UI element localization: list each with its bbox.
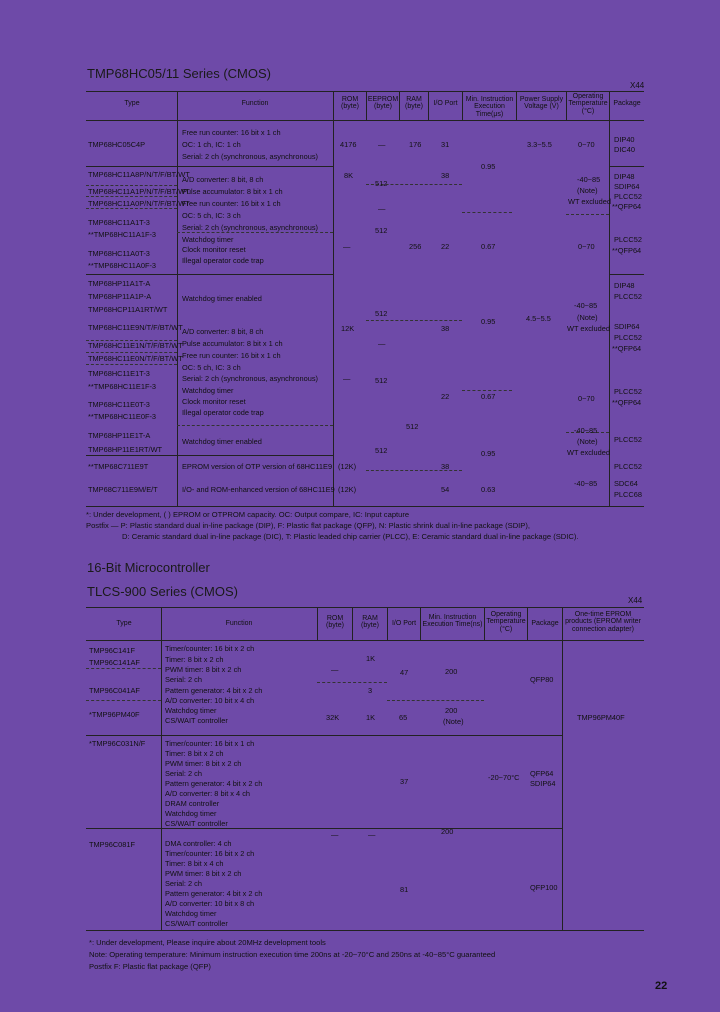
ram-cell: 256 [409, 242, 422, 251]
function-line: Serial: 2 ch (synchronous, asynchronous) [182, 223, 318, 232]
function-line: Free run counter: 16 bit x 1 ch [182, 128, 281, 137]
otp-cell: TMP96PM40F [577, 713, 625, 722]
type-cell: *TMP96PM40F [89, 710, 140, 719]
type-cell: TMP96C141F [89, 646, 136, 655]
type-cell: *TMP96C031N/F [89, 739, 146, 748]
package-cell: PLCC52 [614, 462, 642, 471]
table2-note: *: Under development, Please inquire about 20MHz development tools [89, 938, 326, 947]
function-line: PWM timer: 8 bit x 2 ch [165, 869, 242, 878]
function-line: Pattern generator: 4 bit x 2 ch [165, 889, 263, 898]
type-cell: TMP68HP11E1RT/WT [88, 445, 163, 454]
temp-cell: 0~70 [578, 394, 595, 403]
col-header-io: I/O Port [391, 620, 417, 627]
function-line: OC: 5 ch, IC: 3 ch [182, 211, 241, 220]
package-cell: **QFP64 [612, 344, 642, 353]
function-line: Illegal operator code trap [182, 256, 264, 265]
col-header-type: Type [124, 100, 140, 107]
type-cell: TMP68HP11E1T-A [88, 431, 151, 440]
type-cell: TMP68HC11E9N/T/F/BT/WT [88, 323, 183, 332]
exec-cell: 200 [441, 827, 454, 836]
temp-cell: (Note) [577, 186, 598, 195]
col-header-temp: Operating Temperature (°C) [486, 611, 526, 633]
function-line: Timer/counter: 16 bit x 1 ch [165, 739, 255, 748]
function-line: A/D converter: 8 bit, 8 ch [182, 327, 264, 336]
temp-cell: WT excluded [567, 324, 610, 333]
function-line: Watchdog timer [165, 909, 217, 918]
function-line: Timer: 8 bit x 2 ch [165, 749, 224, 758]
package-cell: SDIP64 [614, 182, 640, 191]
ram-cell: 176 [409, 140, 422, 149]
exec-cell: 0.95 [481, 449, 496, 458]
io-cell: 38 [441, 324, 450, 333]
io-cell: 38 [441, 171, 450, 180]
type-cell: TMP68C711E9M/E/T [88, 485, 158, 494]
exec-cell: 0.95 [481, 162, 496, 171]
function-line: CS/WAIT controller [165, 716, 228, 725]
col-header-function: Function [241, 100, 269, 107]
table2-note: Note: Operating temperature: Minimum instruction execution time 200ns at -20~70°C and 250ns at -40~85°C guaranteed [89, 950, 496, 959]
type-cell: TMP68HC05C4P [88, 140, 146, 149]
type-cell: TMP68HC11E1N/T/F/BT/WT [88, 341, 183, 350]
function-line: Timer/counter: 16 bit x 2 ch [165, 644, 255, 653]
table1-note: *: Under development, ( ) EPROM or OTPROM capacity. OC: Output compare, IC: Input capture [86, 510, 410, 519]
ram-cell: 1K [366, 654, 376, 663]
package-cell: PLCC68 [614, 490, 642, 499]
col-header-function: Function [225, 620, 253, 627]
io-cell: 65 [399, 713, 408, 722]
rom-cell: — [343, 242, 351, 251]
eeprom-cell: 512 [375, 179, 388, 188]
function-line: Serial: 2 ch [165, 675, 202, 684]
function-line: OC: 5 ch, IC: 3 ch [182, 363, 241, 372]
package-cell: PLCC52 [614, 435, 642, 444]
col-header-otp: One-time EPROM products (EPROM writer connection adapter) [565, 611, 641, 633]
function-line: Serial: 2 ch [165, 769, 202, 778]
temp-cell: (Note) [577, 313, 598, 322]
eeprom-cell: — [378, 339, 386, 348]
page-number: 22 [655, 980, 668, 992]
col-header-exec: Min. Instruction Execution Time(μs) [465, 96, 514, 118]
temp-cell: -40~85 [574, 301, 598, 310]
type-cell: TMP96C141AF [89, 658, 140, 667]
rom-cell: — [343, 374, 351, 383]
package-cell: QFP80 [530, 675, 554, 684]
temp-cell: -40~85 [577, 175, 601, 184]
function-line: Clock monitor reset [182, 397, 246, 406]
ram-cell: 512 [406, 422, 419, 431]
function-line: OC: 1 ch, IC: 1 ch [182, 140, 241, 149]
package-cell: PLCC52 [614, 387, 642, 396]
package-cell: DIP48 [614, 172, 635, 181]
table1-title: TMP68HC05/11 Series (CMOS) [87, 66, 271, 81]
function-line: DRAM controller [165, 799, 220, 808]
io-cell: 22 [441, 242, 450, 251]
temp-cell: 0~70 [578, 140, 595, 149]
col-header-package: Package [531, 620, 559, 627]
temp-cell: (Note) [577, 437, 598, 446]
function-line: Free run counter: 16 bit x 1 ch [182, 351, 281, 360]
type-cell: TMP96C041AF [89, 686, 140, 695]
table1-note: D: Ceramic standard dual in-line package (DIC), T: Plastic leaded chip carrier (PLCC), E: Ceramic standard dual in-line package (SDIC). [122, 532, 579, 541]
rom-cell: 12K [341, 324, 355, 333]
rom-cell: 32K [326, 713, 340, 722]
table1-scale: X44 [630, 81, 645, 90]
col-header-package: Package [613, 100, 641, 107]
eeprom-cell: 512 [375, 376, 388, 385]
table1-note: Postfix — P: Plastic standard dual in-line package (DIP), F: Plastic flat package (QFP), N: Plastic shrink dual in-line package (SDIP), [86, 521, 530, 530]
type-cell: TMP68HP11A1T-A [88, 279, 151, 288]
function-line: PWM timer: 8 bit x 2 ch [165, 759, 242, 768]
type-cell: **TMP68HC11A0F-3 [88, 261, 157, 270]
package-cell: QFP64 [530, 769, 554, 778]
io-cell: 38 [441, 462, 450, 471]
package-cell: DIC40 [614, 145, 635, 154]
package-cell: QFP100 [530, 883, 558, 892]
rom-cell: (12K) [338, 462, 357, 471]
function-line: Timer: 8 bit x 4 ch [165, 859, 224, 868]
exec-cell: 200 [445, 706, 458, 715]
function-line: Pulse accumulator: 8 bit x 1 ch [182, 339, 283, 348]
function-line: A/D converter: 8 bit, 8 ch [182, 175, 264, 184]
exec-cell: 0.95 [481, 317, 496, 326]
function-line: Pulse accumulator: 8 bit x 1 ch [182, 187, 283, 196]
type-cell: TMP68HC11A1T-3 [88, 218, 150, 227]
io-cell: 31 [441, 140, 450, 149]
type-cell: **TMP68HC11E0F-3 [88, 412, 157, 421]
col-header-temp: Operating Temperature (°C) [568, 93, 608, 115]
function-line: PWM timer: 8 bit x 2 ch [165, 665, 242, 674]
rom-cell: 8K [344, 171, 354, 180]
function-line: Free run counter: 16 bit x 1 ch [182, 199, 281, 208]
ram-cell: 3 [368, 686, 373, 695]
eeprom-cell: 512 [375, 226, 388, 235]
function-line: Serial: 2 ch [165, 879, 202, 888]
col-header-rom: ROM (byte) [326, 615, 344, 630]
io-cell: 47 [400, 668, 409, 677]
type-cell: TMP68HP11A1P-A [88, 292, 152, 301]
io-cell: 54 [441, 485, 450, 494]
function-line: Serial: 2 ch (synchronous, asynchronous) [182, 152, 318, 161]
temp-cell: 0~70 [578, 242, 595, 251]
table2-note: Postfix F: Plastic flat package (QFP) [89, 962, 211, 971]
eeprom-cell: 512 [375, 446, 388, 455]
exec-cell: 0.67 [481, 242, 496, 251]
exec-cell: 200 [445, 667, 458, 676]
function-line: Timer: 8 bit x 2 ch [165, 655, 224, 664]
function-line: Clock monitor reset [182, 245, 246, 254]
rom-cell: — [331, 830, 339, 839]
eeprom-cell: — [378, 140, 386, 149]
table2-title: TLCS-900 Series (CMOS) [87, 584, 238, 599]
function-line: Serial: 2 ch (synchronous, asynchronous) [182, 374, 318, 383]
package-cell: DIP40 [614, 135, 635, 144]
type-cell: TMP68HC11A8P/N/T/F/BT/WT [88, 170, 190, 179]
function-line: Watchdog timer enabled [182, 437, 262, 446]
function-line: Watchdog timer enabled [182, 294, 262, 303]
eeprom-cell: — [378, 204, 386, 213]
temp-cell: -40~85 [574, 426, 598, 435]
package-cell: PLCC52 [614, 235, 642, 244]
ram-cell: 1K [366, 713, 376, 722]
eeprom-cell: 512 [375, 309, 388, 318]
temp-cell: -20~70°C [488, 773, 520, 782]
col-header-ram: RAM (byte) [361, 615, 379, 630]
function-line: DMA controller: 4 ch [165, 839, 232, 848]
function-line: I/O- and ROM-enhanced version of 68HC11E9 [182, 485, 335, 494]
type-cell: TMP68HC11E0N/T/F/BT/WT [88, 354, 183, 363]
table2-scale: X44 [628, 596, 643, 605]
exec-cell: 0.63 [481, 485, 496, 494]
col-header-type: Type [116, 620, 132, 627]
io-cell: 81 [400, 885, 409, 894]
function-line: CS/WAIT controller [165, 919, 228, 928]
package-cell: **QFP64 [612, 246, 642, 255]
type-cell: TMP68HC11E1T-3 [88, 369, 150, 378]
ram-cell: — [368, 830, 376, 839]
type-cell: TMP68HC11E0T-3 [88, 400, 150, 409]
type-cell: TMP68HC11A0P/N/T/F/BT/WT [88, 199, 190, 208]
function-line: EPROM version of OTP version of 68HC11E9 [182, 462, 333, 471]
function-line: Illegal operator code trap [182, 408, 264, 417]
function-line: CS/WAIT controller [165, 819, 228, 828]
col-header-exec: Min. Instruction Execution Time(ns) [422, 614, 483, 629]
exec-cell: 0.67 [481, 392, 496, 401]
function-line: A/D converter: 8 bit x 4 ch [165, 789, 251, 798]
temp-cell: WT excluded [567, 448, 610, 457]
package-cell: SDC64 [614, 479, 638, 488]
function-line: Pattern generator: 4 bit x 2 ch [165, 779, 263, 788]
rom-cell: 4176 [340, 140, 357, 149]
type-cell: TMP68HC11A0T-3 [88, 249, 150, 258]
rom-cell: — [331, 665, 339, 674]
function-line: Watchdog timer [182, 386, 234, 395]
function-line: Timer/counter: 16 bit x 2 ch [165, 849, 255, 858]
col-header-eeprom: EEPROM (byte) [367, 96, 399, 111]
package-cell: **QFP64 [612, 202, 642, 211]
temp-cell: WT excluded [568, 197, 611, 206]
col-header-power: Power Supply Voltage (V) [519, 96, 564, 111]
package-cell: DIP48 [614, 281, 635, 290]
type-cell: TMP68HCP11A1RT/WT [88, 305, 168, 314]
package-cell: PLCC52 [614, 292, 642, 301]
type-cell: TMP96C081F [89, 840, 136, 849]
type-cell: **TMP68HC11A1F-3 [88, 230, 157, 239]
function-line: A/D converter: 10 bit x 8 ch [165, 899, 255, 908]
function-line: A/D converter: 10 bit x 4 ch [165, 696, 255, 705]
io-cell: 37 [400, 777, 409, 786]
type-cell: TMP68HC11A1P/N/T/F/BT/WT [88, 187, 190, 196]
package-cell: **QFP64 [612, 398, 642, 407]
package-cell: PLCC52 [614, 192, 642, 201]
type-cell: **TMP68C711E9T [88, 462, 149, 471]
type-cell: **TMP68HC11E1F-3 [88, 382, 157, 391]
package-cell: SDIP64 [614, 322, 640, 331]
power-cell: 4.5~5.5 [526, 314, 551, 323]
exec-cell: (Note) [443, 717, 464, 726]
function-line: Watchdog timer [182, 235, 234, 244]
col-header-ram: RAM (byte) [405, 96, 423, 111]
rom-cell: (12K) [338, 485, 357, 494]
temp-cell: -40~85 [574, 479, 598, 488]
package-cell: PLCC52 [614, 333, 642, 342]
io-cell: 22 [441, 392, 450, 401]
function-line: Pattern generator: 4 bit x 2 ch [165, 686, 263, 695]
col-header-rom: ROM (byte) [341, 96, 359, 111]
section-title: 16-Bit Microcontroller [87, 560, 210, 575]
package-cell: SDIP64 [530, 779, 556, 788]
col-header-io: I/O Port [433, 100, 458, 107]
function-line: Watchdog timer [165, 706, 217, 715]
function-line: Watchdog timer [165, 809, 217, 818]
power-cell: 3.3~5.5 [527, 140, 552, 149]
